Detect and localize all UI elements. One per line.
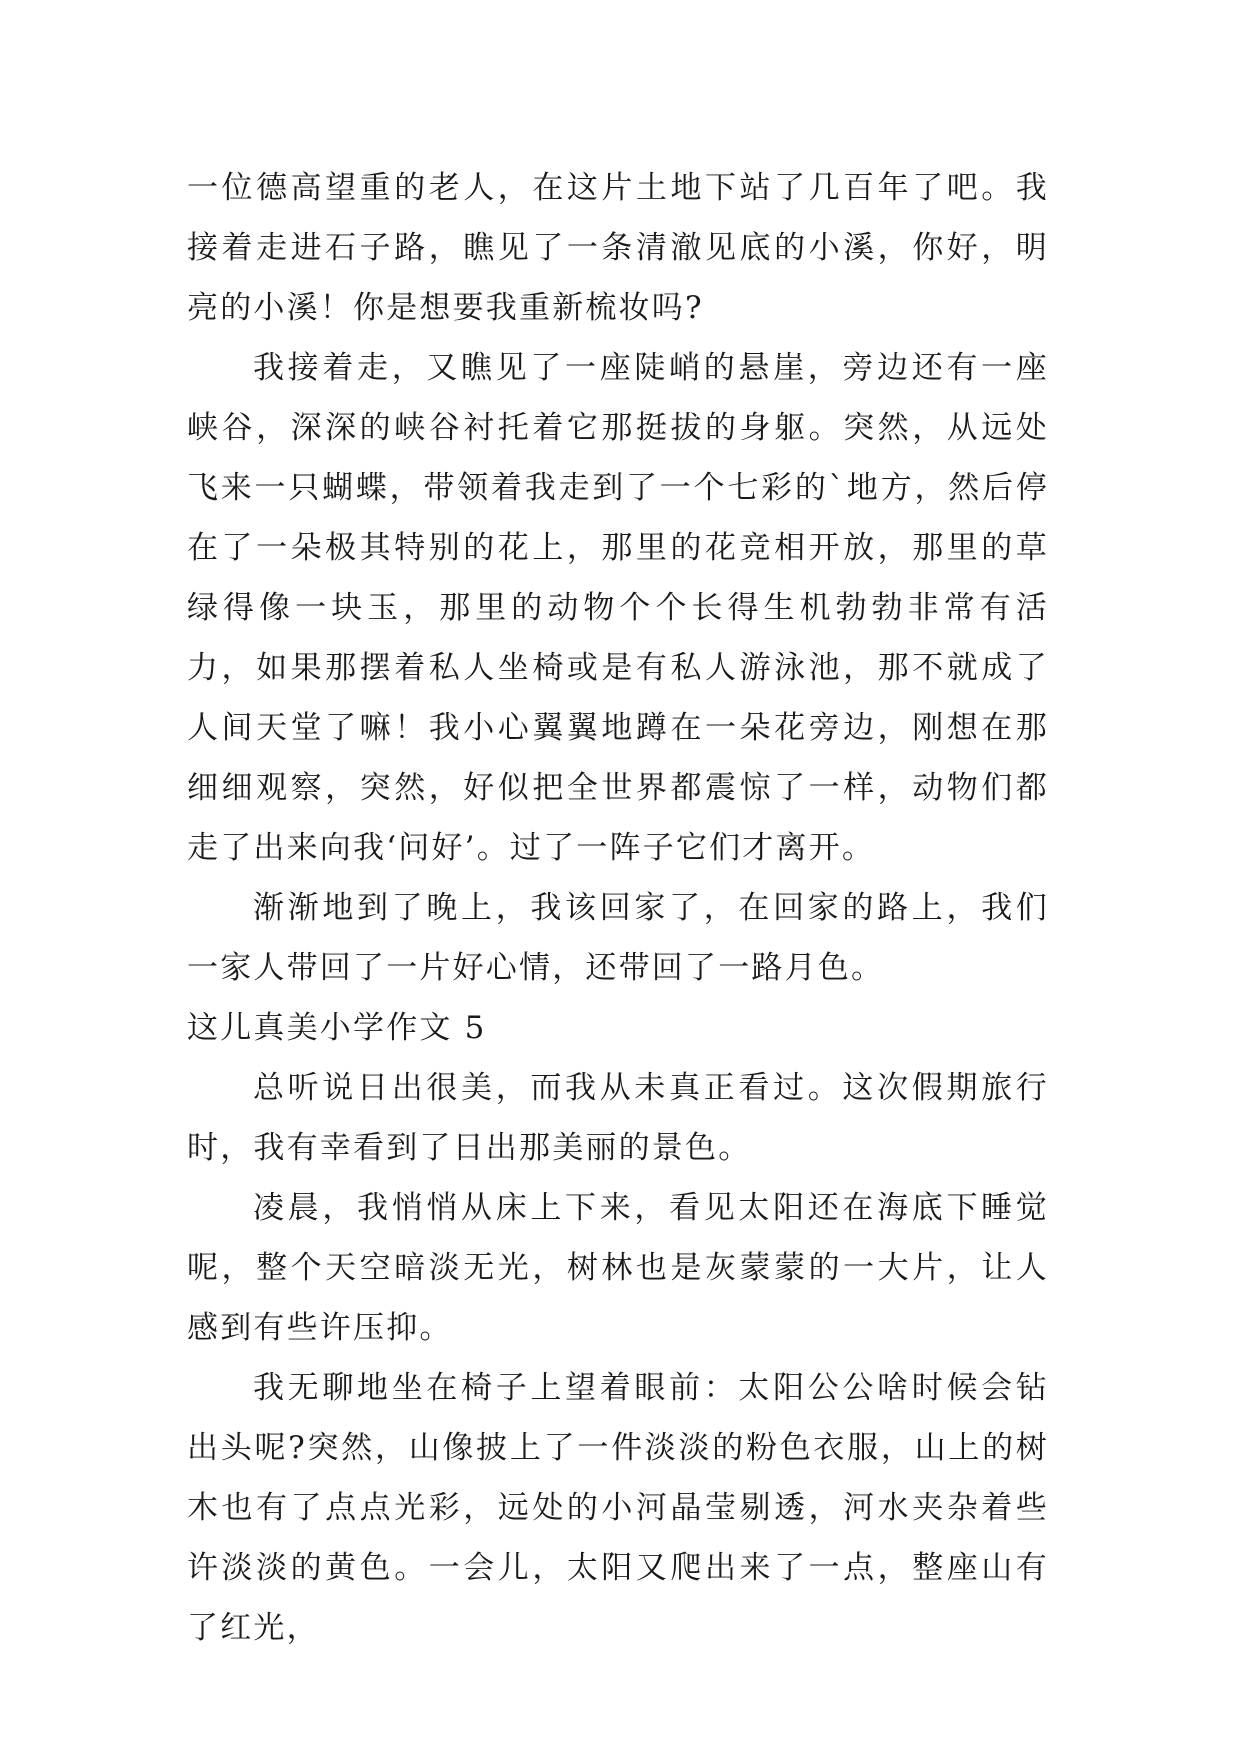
paragraph-2: 我接着走，又瞧见了一座陡峭的悬崖，旁边还有一座峡谷，深深的峡谷衬托着它那挺拔的身躯。突然，从远处飞来一只蝴蝶，带领着我走到了一个七彩的`地方，然后停在了一朵极其特别的花上，那里的花竞相开放，那里的草绿得像一块玉，那里的动物个个长得生机勃勃非常有活力，如果那摆着私人坐椅或是有私人游泳池，那不就成了人间天堂了嘛！我小心翼翼地蹲在一朵花旁边，刚想在那细细观察，突然，好似把全世界都震惊了一样，动物们都走了出来向我‘问好’。过了一阵子它们才离开。 bbox=[187, 350, 1049, 866]
document-body bbox=[187, 158, 1049, 1658]
section-heading: 这儿真美小学作文 5 bbox=[187, 1010, 487, 1046]
paragraph-3: 渐渐地到了晚上，我该回家了，在回家的路上，我们一家人带回了一片好心情，还带回了一路月色。 bbox=[187, 890, 1049, 986]
paragraph-1: 一位德高望重的老人，在这片土地下站了几百年了吧。我接着走进石子路，瞧见了一条清澈见底的小溪，你好，明亮的小溪！你是想要我重新梳妆吗? bbox=[187, 170, 1049, 326]
paragraph-6: 我无聊地坐在椅子上望着眼前：太阳公公啥时候会钻出头呢?突然，山像披上了一件淡淡的粉色衣服，山上的树木也有了点点光彩，远处的小河晶莹剔透，河水夹杂着些许淡淡的黄色。一会儿，太阳又爬出来了一点，整座山有了红光， bbox=[187, 1370, 1049, 1646]
paragraph-5: 凌晨，我悄悄从床上下来，看见太阳还在海底下睡觉呢，整个天空暗淡无光，树林也是灰蒙蒙的一大片，让人感到有些许压抑。 bbox=[187, 1190, 1049, 1346]
paragraph-4: 总听说日出很美，而我从未真正看过。这次假期旅行时，我有幸看到了日出那美丽的景色。 bbox=[187, 1070, 1049, 1166]
